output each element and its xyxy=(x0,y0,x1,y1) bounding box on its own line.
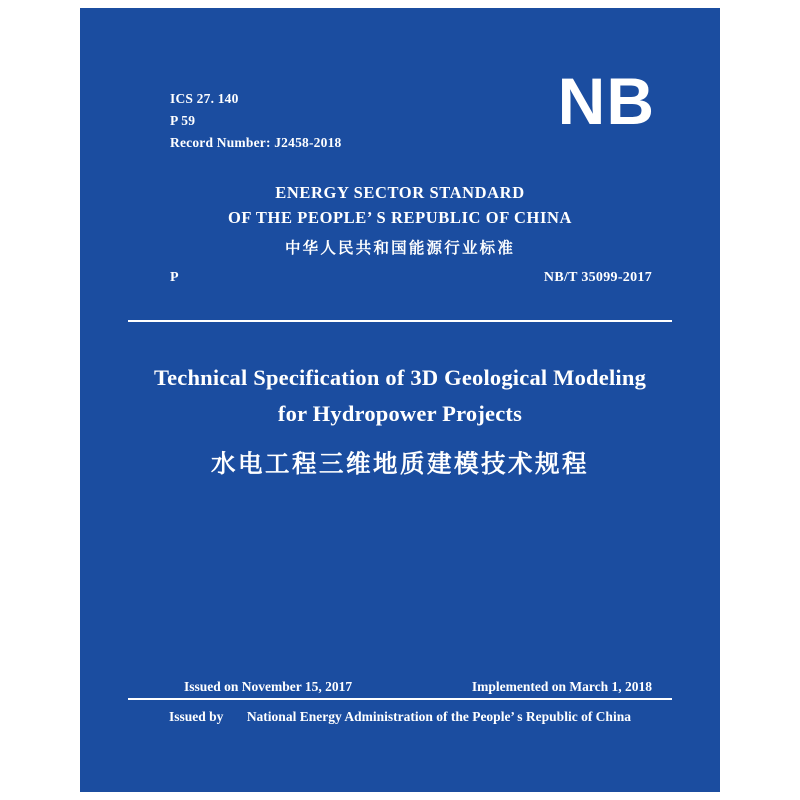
standard-line-en-2: OF THE PEOPLE’ S REPUBLIC OF CHINA xyxy=(227,208,573,228)
record-number: Record Number: J2458-2018 xyxy=(170,134,342,150)
divider-top xyxy=(128,320,672,322)
divider-bottom xyxy=(128,698,672,700)
standard-cover xyxy=(80,8,720,792)
standard-number: NB/T 35099-2017 xyxy=(543,270,652,285)
implemented-on-date: Implemented on March 1, 2018 xyxy=(471,679,652,694)
standard-designation xyxy=(80,180,720,258)
standard-code-left: P xyxy=(170,270,179,285)
dates-row xyxy=(80,679,720,699)
title-cn: 水电工程三维地质建模技术规程 xyxy=(211,451,589,479)
classification-code: P 59 xyxy=(170,112,196,128)
ics-code-block xyxy=(170,88,341,154)
ics-number: ICS 27. 140 xyxy=(170,91,239,106)
title-block xyxy=(80,360,720,480)
standard-code-row xyxy=(80,270,720,292)
issued-by-organization: National Energy Administration of the People’ s Republic of China xyxy=(246,709,631,724)
standard-line-en-1: ENERGY SECTOR STANDARD xyxy=(275,183,525,202)
title-en-line-1: Technical Specification of 3D Geological Modeling xyxy=(153,365,647,390)
issued-by-label: Issued by xyxy=(169,709,224,724)
issuer-row xyxy=(80,709,720,725)
nb-logo: NB xyxy=(557,64,655,138)
title-en-line-2: for Hydropower Projects xyxy=(277,400,523,426)
issued-on-date: Issued on November 15, 2017 xyxy=(184,679,353,694)
cover-header xyxy=(80,64,720,164)
standard-line-cn: 中华人民共和国能源行业标准 xyxy=(284,240,516,258)
